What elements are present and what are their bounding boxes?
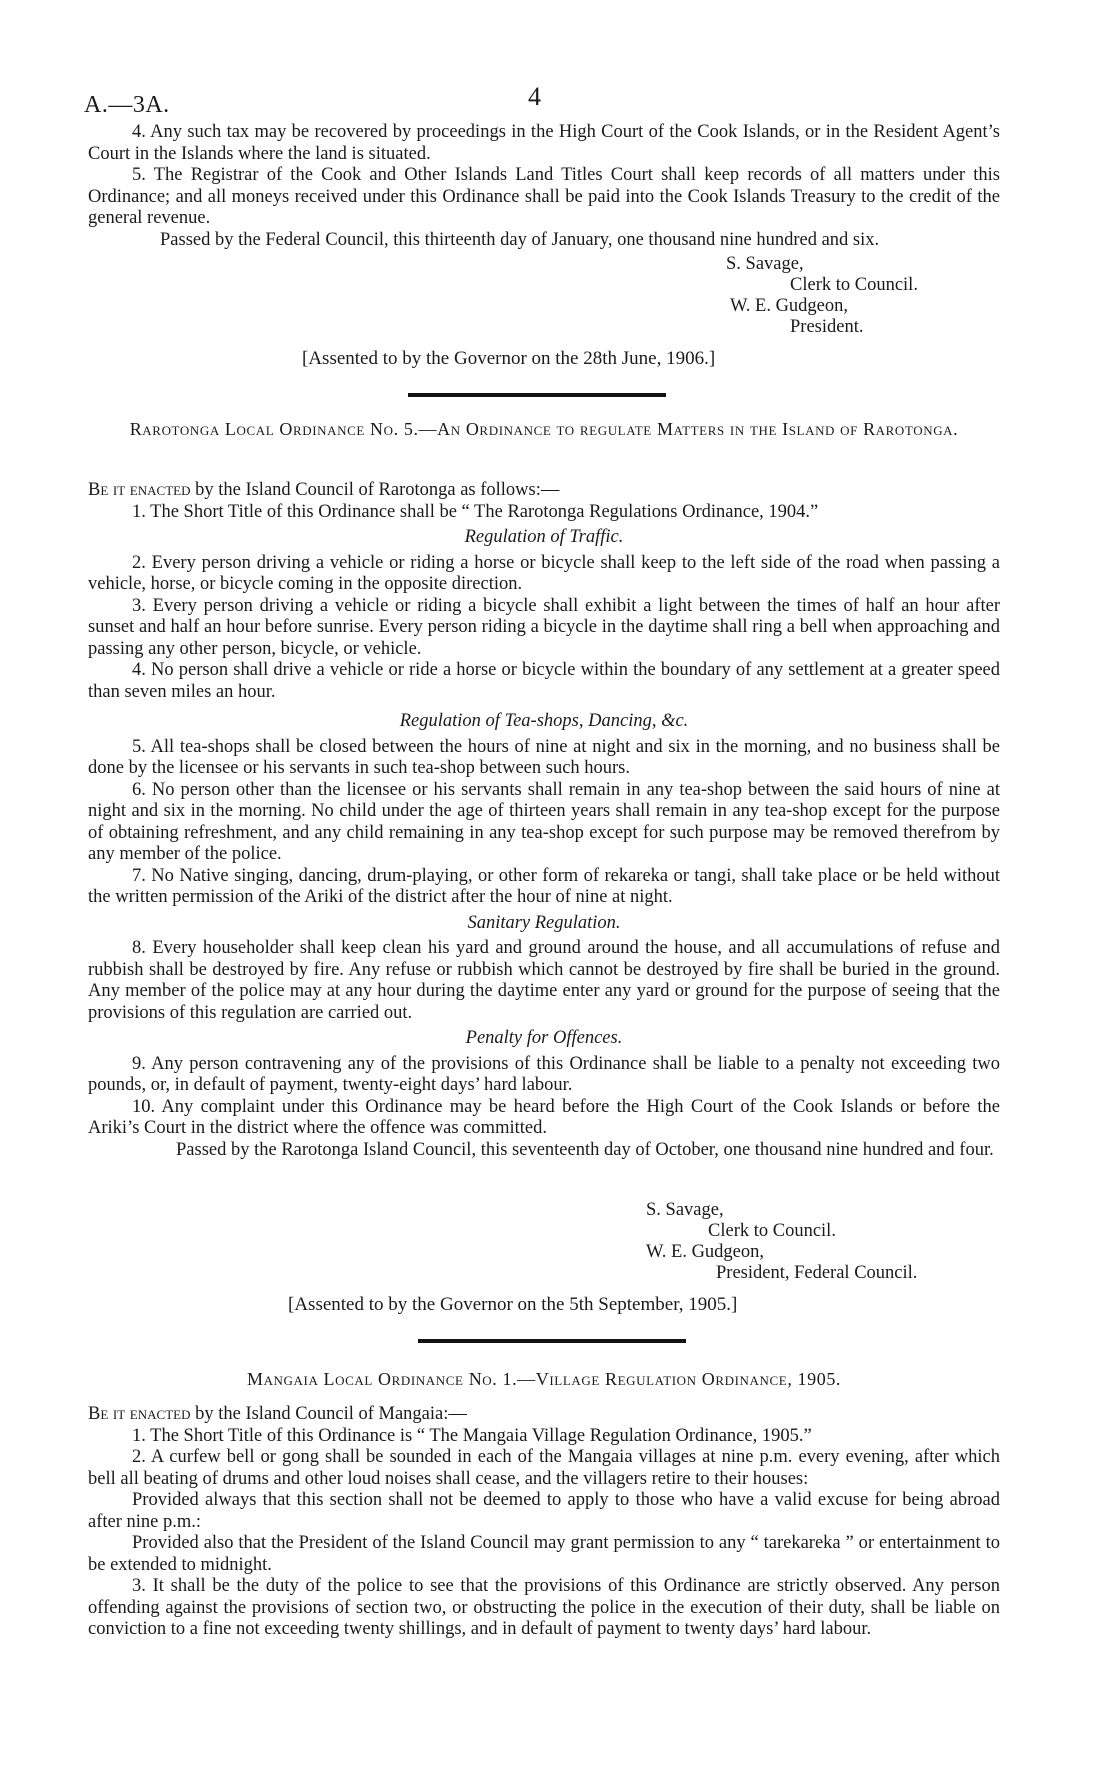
ordinance-2-body <box>88 480 1000 1161</box>
signature-2-title: President. <box>790 317 864 337</box>
enacting-rest: by the Island Council of Mangaia:— <box>190 1404 467 1424</box>
section-2: 2. A curfew bell or gong shall be sounded in each of the Mangaia villages at nine p.m. every evening, after which bell all beating of drums and other loud noises shall cease, and the villagers retire to their houses: <box>88 1447 1000 1489</box>
section-1: 1. The Short Title of this Ordinance is “ The Mangaia Village Regulation Ordinance, 1905.” <box>132 1425 812 1446</box>
passed-clause: Passed by the Rarotonga Island Council, this seventeenth day of October, one thousand nine hundred and four. <box>176 1139 994 1160</box>
signature-2-name: W. E. Gudgeon, <box>646 1242 765 1262</box>
page-reference: A.—3A. <box>84 92 170 118</box>
signature-1-name: S. Savage, <box>726 254 804 274</box>
section-7: 7. No Native singing, dancing, drum-playing, or other form of rekareka or tangi, shall take place or be held without the written permission of the Ariki of the district after the hour of nine at night. <box>88 865 1000 907</box>
section-1: 1. The Short Title of this Ordinance shall be “ The Rarotonga Regulations Ordinance, 1904.” <box>132 501 819 522</box>
section-9: 9. Any person contravening any of the provisions of this Ordinance shall be liable to a penalty not exceeding two pounds, or, in default of payment, twenty-eight days’ hard labour. <box>88 1053 1000 1095</box>
section-4: 4. No person shall drive a vehicle or ride a horse or bicycle within the boundary of any settlement at a greater speed than seven miles an hour. <box>88 660 1000 702</box>
proviso-2: Provided also that the President of the Island Council may grant permission to any “ tarekareka ” or entertainment to be extended to midnight. <box>88 1533 1000 1575</box>
heading-penalty: Penalty for Offences. <box>465 1028 623 1048</box>
ordinance-3-title: Mangaia Local Ordinance No. 1.—Village Regulation Ordinance, 1905. <box>246 1369 842 1389</box>
section-4: 4. Any such tax may be recovered by proceedings in the High Court of the Cook Islands, or in the Resident Agent’s Court in the Islands where the land is situated. <box>88 122 1000 164</box>
section-5: 5. All tea-shops shall be closed between the hours of nine at night and six in the morning, and no business shall be done by the licensee or his servants in such tea-shop between such hours. <box>88 736 1000 778</box>
enacting-clause <box>88 1404 1000 1426</box>
signature-2-title: President, Federal Council. <box>716 1263 918 1283</box>
signature-1-title: Clerk to Council. <box>708 1221 836 1241</box>
section-divider-1 <box>408 393 666 397</box>
ordinance-2-title: Rarotonga Local Ordinance No. 5.—An Ordinance to regulate Matters in the Island of Rarotonga. <box>129 419 959 439</box>
enacting-clause <box>88 480 1000 502</box>
section-8: 8. Every householder shall keep clean his yard and ground around the house, and all accumulations of refuse and rubbish shall be destroyed by fire. Any refuse or rubbish which cannot be destroyed by fire shall be buried in the ground. Any member of the police may at any hour during the daytime enter any yard or ground for the purpose of seeing that the provisions of this regulation are carried out. <box>88 938 1000 1023</box>
section-2: 2. Every person driving a vehicle or riding a horse or bicycle shall keep to the left side of the road when passing a vehicle, horse, or bicycle coming in the opposite direction. <box>88 552 1000 594</box>
enacting-caps: Be it enacted <box>88 480 191 500</box>
heading-sanitary: Sanitary Regulation. <box>467 912 621 933</box>
ordinance-1-body <box>88 122 1000 251</box>
ordinance-3-body <box>88 1404 1000 1641</box>
signature-2-name: W. E. Gudgeon, <box>730 296 849 316</box>
section-3: 3. Every person driving a vehicle or riding a bicycle shall exhibit a light between the times of half an hour after sunset and half an hour before sunrise. Every person riding a bicycle in the daytime shall ring a bell when approaching and passing any other person, bicycle, or vehicle. <box>88 595 1000 659</box>
enacting-rest: by the Island Council of Rarotonga as follows:— <box>190 480 560 500</box>
heading-teashops: Regulation of Tea-shops, Dancing, &c. <box>399 711 689 731</box>
section-10: 10. Any complaint under this Ordinance may be heard before the High Court of the Cook Islands or before the Ariki’s Court in the district where the offence was committed. <box>88 1096 1000 1138</box>
section-5: 5. The Registrar of the Cook and Other Islands Land Titles Court shall keep records of all matters under this Ordinance; and all moneys received under this Ordinance shall be paid into the Cook Islands Treasury to the credit of the general revenue. <box>88 165 1000 228</box>
assent-line-2: [Assented to by the Governor on the 5th September, 1905.] <box>288 1294 738 1315</box>
signature-1-name: S. Savage, <box>646 1200 724 1220</box>
section-3: 3. It shall be the duty of the police to see that the provisions of this Ordinance are strictly observed. Any person offending against the provisions of section two, or obstructing the police in the execution of their duty, shall be liable on conviction to a fine not exceeding twenty shillings, and in default of payment to twenty days’ hard labour. <box>88 1576 1000 1639</box>
enacting-caps: Be it enacted <box>88 1404 191 1424</box>
section-6: 6. No person other than the licensee or his servants shall remain in any tea-shop between the said hours of nine at night and six in the morning. No child under the age of thirteen years shall remain in any tea-shop except for the purpose of obtaining refreshment, and any child remaining in any tea-shop except for such purpose may be removed therefrom by any member of the police. <box>88 779 1000 864</box>
signature-1-title: Clerk to Council. <box>790 275 918 295</box>
heading-traffic: Regulation of Traffic. <box>464 527 624 547</box>
assent-line-1: [Assented to by the Governor on the 28th June, 1906.] <box>302 348 716 369</box>
section-divider-2 <box>418 1339 686 1343</box>
passed-clause: Passed by the Federal Council, this thirteenth day of January, one thousand nine hundred and six. <box>160 229 880 250</box>
proviso-1: Provided always that this section shall not be deemed to apply to those who have a valid excuse for being abroad after nine p.m.: <box>88 1490 1000 1532</box>
page-number: 4 <box>528 82 541 111</box>
